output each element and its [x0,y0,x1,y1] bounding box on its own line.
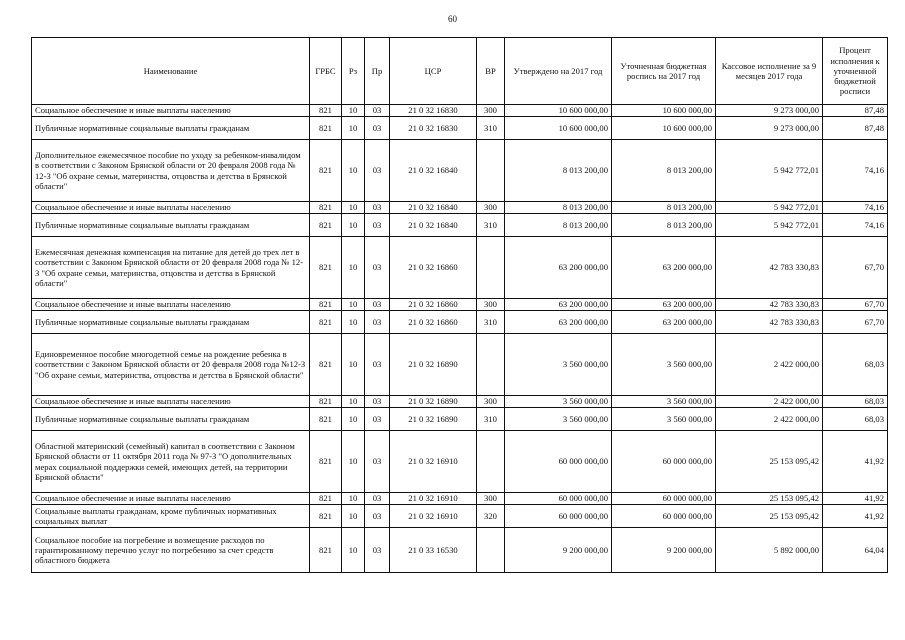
row-executed: 5 942 772,01 [716,140,823,202]
header-refined: Уточненная бюджетная роспись на 2017 год [612,38,716,105]
row-approved: 60 000 000,00 [505,431,612,493]
row-refined: 8 013 200,00 [612,214,716,237]
row-name: Публичные нормативные социальные выплаты гражданам [32,214,310,237]
row-refined: 10 600 000,00 [612,105,716,117]
row-csr: 21 0 32 16830 [390,117,477,140]
row-executed: 9 273 000,00 [716,117,823,140]
row-name: Областной материнский (семейный) капитал в соответствии с Законом Брянской области от 11 октября 2011 года № 97-З "О дополнительных мерах социальной поддержки семей, имеющих детей, на территории Брянской области" [32,431,310,493]
row-csr: 21 0 32 16890 [390,408,477,431]
row-csr: 21 0 33 16530 [390,528,477,573]
row-refined: 3 560 000,00 [612,334,716,396]
row-executed: 25 153 095,42 [716,431,823,493]
row-approved: 9 200 000,00 [505,528,612,573]
row-percent: 68,03 [823,408,888,431]
header-percent: Процент исполнения к уточненной бюджетной росписи [823,38,888,105]
row-rz: 10 [342,299,365,311]
row-executed: 42 783 330,83 [716,311,823,334]
row-pr: 03 [365,408,390,431]
row-vr: 300 [477,396,505,408]
row-pr: 03 [365,140,390,202]
row-name: Социальное обеспечение и иные выплаты населению [32,299,310,311]
row-grbs: 821 [310,396,342,408]
header-csr: ЦСР [390,38,477,105]
row-vr [477,237,505,299]
row-refined: 60 000 000,00 [612,505,716,528]
header-pr: Пр [365,38,390,105]
budget-table [31,37,888,573]
row-grbs: 821 [310,528,342,573]
table-row [32,214,888,237]
table-row [32,311,888,334]
table-row [32,299,888,311]
row-grbs: 821 [310,140,342,202]
row-approved: 60 000 000,00 [505,505,612,528]
row-grbs: 821 [310,311,342,334]
row-name: Социальное пособие на погребение и возмещение расходов по гарантированному перечню услуг по погребению за счет средств областного бюджета [32,528,310,573]
row-executed: 2 422 000,00 [716,396,823,408]
row-rz: 10 [342,396,365,408]
table-row [32,408,888,431]
row-csr: 21 0 32 16840 [390,202,477,214]
row-executed: 2 422 000,00 [716,334,823,396]
table-row [32,396,888,408]
row-vr: 310 [477,408,505,431]
row-grbs: 821 [310,237,342,299]
row-percent: 41,92 [823,493,888,505]
header-vr: ВР [477,38,505,105]
row-approved: 63 200 000,00 [505,299,612,311]
row-grbs: 821 [310,105,342,117]
row-grbs: 821 [310,299,342,311]
row-pr: 03 [365,505,390,528]
row-percent: 41,92 [823,505,888,528]
row-executed: 42 783 330,83 [716,237,823,299]
row-approved: 60 000 000,00 [505,493,612,505]
row-name: Социальное обеспечение и иные выплаты населению [32,105,310,117]
row-refined: 3 560 000,00 [612,396,716,408]
row-rz: 10 [342,334,365,396]
row-percent: 64,04 [823,528,888,573]
row-executed: 9 273 000,00 [716,105,823,117]
row-percent: 68,03 [823,334,888,396]
row-percent: 87,48 [823,105,888,117]
row-percent: 67,70 [823,237,888,299]
table-row [32,105,888,117]
row-approved: 10 600 000,00 [505,105,612,117]
row-refined: 10 600 000,00 [612,117,716,140]
row-csr: 21 0 32 16840 [390,214,477,237]
row-executed: 42 783 330,83 [716,299,823,311]
row-vr: 300 [477,202,505,214]
row-refined: 60 000 000,00 [612,493,716,505]
table-header-row [32,38,888,105]
row-pr: 03 [365,493,390,505]
row-refined: 8 013 200,00 [612,140,716,202]
row-approved: 63 200 000,00 [505,237,612,299]
row-vr: 310 [477,117,505,140]
row-percent: 41,92 [823,431,888,493]
row-csr: 21 0 32 16890 [390,396,477,408]
row-approved: 3 560 000,00 [505,334,612,396]
row-csr: 21 0 32 16830 [390,105,477,117]
row-name: Дополнительное ежемесячное пособие по уходу за ребенком-инвалидом в соответствии с Законом Брянской области от 20 февраля 2008 года № 12-З "Об охране семьи, материнства, отцовства и детства в Брянской области" [32,140,310,202]
page-number: 60 [448,14,457,24]
table-body [32,105,888,573]
header-rz: Рз [342,38,365,105]
row-refined: 63 200 000,00 [612,299,716,311]
row-percent: 67,70 [823,299,888,311]
row-rz: 10 [342,311,365,334]
table-row [32,140,888,202]
row-vr: 310 [477,214,505,237]
row-pr: 03 [365,117,390,140]
row-refined: 3 560 000,00 [612,408,716,431]
row-rz: 10 [342,408,365,431]
row-pr: 03 [365,528,390,573]
row-csr: 21 0 32 16860 [390,311,477,334]
row-vr [477,431,505,493]
row-vr: 300 [477,299,505,311]
row-approved: 10 600 000,00 [505,117,612,140]
row-executed: 25 153 095,42 [716,505,823,528]
row-approved: 3 560 000,00 [505,408,612,431]
header-name: Наименование [32,38,310,105]
row-grbs: 821 [310,408,342,431]
row-csr: 21 0 32 16860 [390,299,477,311]
table-row [32,334,888,396]
row-rz: 10 [342,493,365,505]
row-grbs: 821 [310,117,342,140]
row-executed: 5 942 772,01 [716,214,823,237]
row-approved: 63 200 000,00 [505,311,612,334]
row-percent: 74,16 [823,202,888,214]
row-rz: 10 [342,505,365,528]
row-refined: 63 200 000,00 [612,237,716,299]
row-name: Социальное обеспечение и иные выплаты населению [32,202,310,214]
row-csr: 21 0 32 16910 [390,505,477,528]
row-grbs: 821 [310,334,342,396]
table-row [32,505,888,528]
row-name: Единовременное пособие многодетной семье на рождение ребенка в соответствии с Законом Брянской области от 20 февраля 2008 года №12-З "Об охране семьи, материнства, отцовства и детства в Брянской области" [32,334,310,396]
row-name: Публичные нормативные социальные выплаты гражданам [32,408,310,431]
row-csr: 21 0 32 16890 [390,334,477,396]
row-refined: 60 000 000,00 [612,431,716,493]
row-rz: 10 [342,202,365,214]
row-vr [477,334,505,396]
row-csr: 21 0 32 16910 [390,431,477,493]
row-approved: 3 560 000,00 [505,396,612,408]
row-csr: 21 0 32 16860 [390,237,477,299]
row-vr [477,528,505,573]
header-approved: Утверждено на 2017 год [505,38,612,105]
row-executed: 5 942 772,01 [716,202,823,214]
row-vr: 310 [477,311,505,334]
row-refined: 63 200 000,00 [612,311,716,334]
row-approved: 8 013 200,00 [505,202,612,214]
row-name: Ежемесячная денежная компенсация на питание для детей до трех лет в соответствии с Законом Брянской области от 20 февраля 2008 года № 12-З "Об охране семьи, материнства, отцовства и детства в Брянской области" [32,237,310,299]
row-rz: 10 [342,140,365,202]
table-row [32,493,888,505]
row-vr [477,140,505,202]
table-row [32,431,888,493]
table-row [32,117,888,140]
row-percent: 68,03 [823,396,888,408]
header-executed: Кассовое исполнение за 9 месяцев 2017 года [716,38,823,105]
row-pr: 03 [365,299,390,311]
row-grbs: 821 [310,505,342,528]
row-percent: 74,16 [823,140,888,202]
row-vr: 300 [477,493,505,505]
row-rz: 10 [342,237,365,299]
row-pr: 03 [365,105,390,117]
row-csr: 21 0 32 16840 [390,140,477,202]
row-pr: 03 [365,431,390,493]
row-percent: 74,16 [823,214,888,237]
row-percent: 67,70 [823,311,888,334]
row-name: Публичные нормативные социальные выплаты гражданам [32,311,310,334]
row-executed: 2 422 000,00 [716,408,823,431]
row-pr: 03 [365,202,390,214]
row-executed: 5 892 000,00 [716,528,823,573]
row-grbs: 821 [310,214,342,237]
row-vr: 320 [477,505,505,528]
row-csr: 21 0 32 16910 [390,493,477,505]
header-grbs: ГРБС [310,38,342,105]
row-name: Публичные нормативные социальные выплаты гражданам [32,117,310,140]
row-executed: 25 153 095,42 [716,493,823,505]
row-refined: 9 200 000,00 [612,528,716,573]
row-pr: 03 [365,237,390,299]
row-rz: 10 [342,431,365,493]
row-refined: 8 013 200,00 [612,202,716,214]
row-rz: 10 [342,528,365,573]
row-rz: 10 [342,214,365,237]
table-row [32,202,888,214]
row-name: Социальные выплаты гражданам, кроме публичных нормативных социальных выплат [32,505,310,528]
row-grbs: 821 [310,202,342,214]
table-row [32,528,888,573]
row-grbs: 821 [310,431,342,493]
row-pr: 03 [365,334,390,396]
row-rz: 10 [342,117,365,140]
row-pr: 03 [365,311,390,334]
row-percent: 87,48 [823,117,888,140]
row-grbs: 821 [310,493,342,505]
row-vr: 300 [477,105,505,117]
row-approved: 8 013 200,00 [505,214,612,237]
row-pr: 03 [365,396,390,408]
row-approved: 8 013 200,00 [505,140,612,202]
row-pr: 03 [365,214,390,237]
row-name: Социальное обеспечение и иные выплаты населению [32,396,310,408]
row-rz: 10 [342,105,365,117]
row-name: Социальное обеспечение и иные выплаты населению [32,493,310,505]
table-row [32,237,888,299]
